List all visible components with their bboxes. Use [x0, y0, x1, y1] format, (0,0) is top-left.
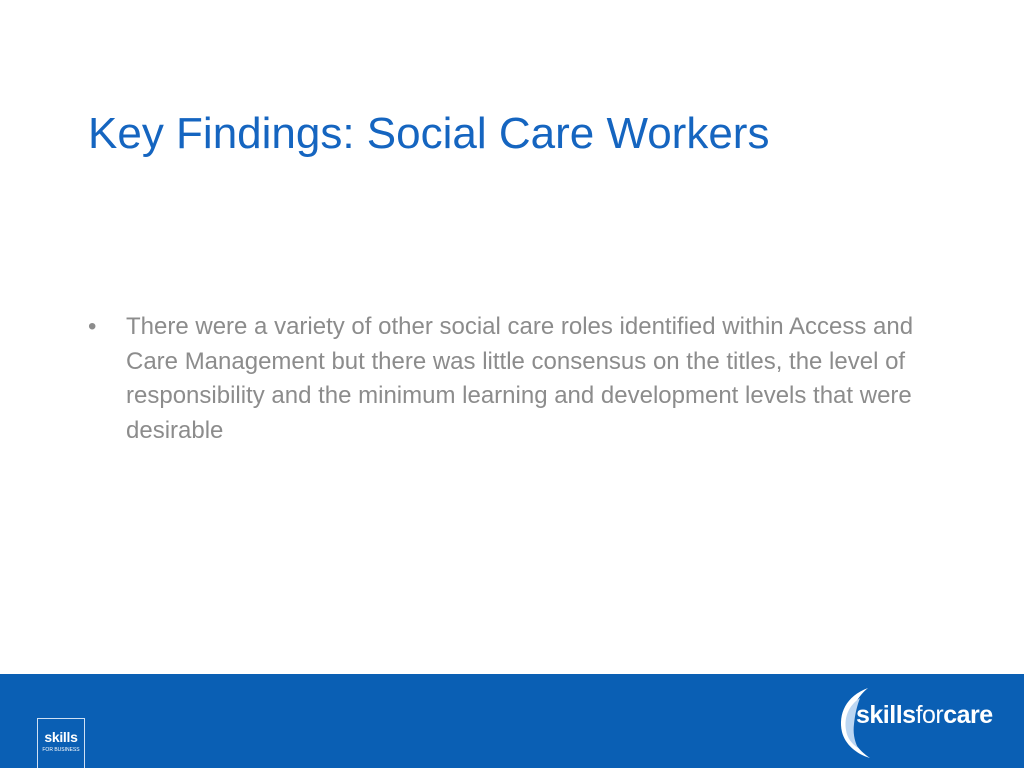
skills-for-care-logo	[834, 684, 1000, 760]
bullet-item	[88, 310, 938, 448]
slide-title: Key Findings: Social Care Workers	[88, 109, 770, 158]
bullet-marker: •	[88, 313, 97, 340]
skills-logo-subtext: FOR BUSINESS	[42, 747, 80, 753]
wordmark-skills: skills	[856, 701, 916, 729]
wordmark-care: care	[943, 701, 993, 729]
wordmark-for: for	[915, 701, 944, 729]
skills-logo-text: skills	[44, 729, 78, 745]
bullet-list	[88, 310, 938, 448]
skills-for-care-wordmark	[856, 700, 993, 730]
skills-for-business-logo	[37, 718, 85, 768]
bullet-text: There were a variety of other social care roles identified within Access and Care Management but there was little consensus on the titles, the level of responsibility and the minimum learning and development levels that were desirable	[126, 313, 914, 444]
